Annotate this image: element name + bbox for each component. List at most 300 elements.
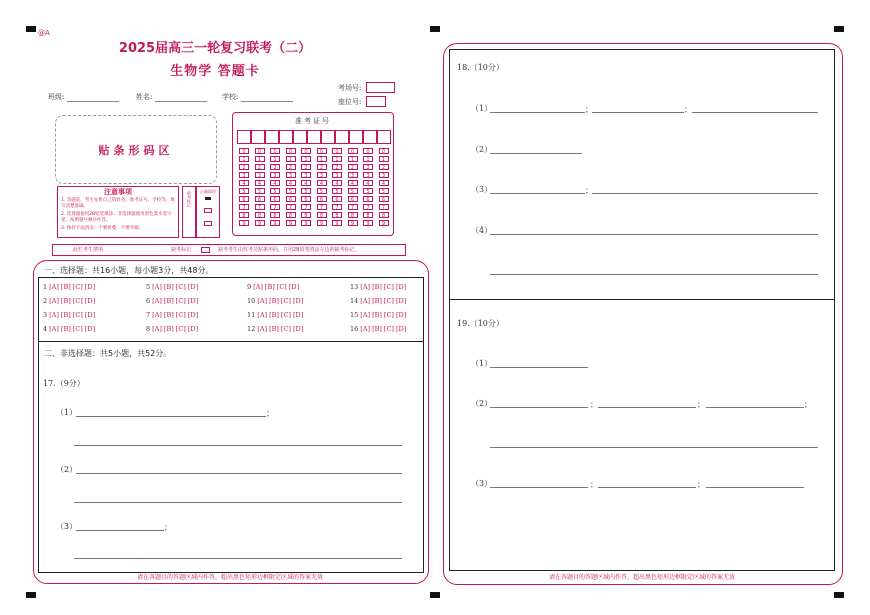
choice-option[interactable]: [B] [269,325,279,333]
barcode-area: 贴条形码区 [55,115,217,184]
choice-option[interactable]: [B] [372,283,382,291]
class-input[interactable] [67,93,119,102]
question-number: 12 [247,325,256,333]
question-number: 14 [350,297,359,305]
q19-sub1-label: （1） [471,359,493,368]
q18-answer-line[interactable] [490,274,818,275]
choice-option[interactable]: [D] [395,325,407,333]
notice-box [57,186,179,238]
choice-option[interactable]: [D] [84,283,96,291]
choice-option[interactable]: [C] [175,283,186,291]
class-label: 班级: [48,93,65,101]
notice-line: 2. 选择题使用2B铅笔填涂；非选择题使用黑色墨水签字笔，按照题号顺序作答。 [61,212,172,223]
separator: ； [697,400,705,409]
choice-option[interactable]: [A] [152,311,162,319]
page-subtitle: 生物学 答题卡 [170,64,260,79]
digit-bubble[interactable]: 4 [348,180,358,186]
choice-option[interactable]: [C] [72,325,83,333]
choice-question-12 [247,325,303,333]
digit-bubble[interactable]: 6 [363,196,373,202]
digit-row [239,212,394,220]
choice-option[interactable]: [B] [264,283,275,291]
digit-bubble[interactable]: 9 [332,220,342,226]
digit-bubble[interactable]: 3 [255,172,265,178]
q19-answer-line[interactable] [490,447,818,448]
notice-line: 1. 答题前，考生先将自己的姓名、准考证号、学校等，填写清楚准确。 [61,198,175,209]
digit-bubble[interactable]: 7 [317,204,327,210]
choice-option[interactable]: [B] [372,311,382,319]
choice-option[interactable]: [B] [60,283,71,291]
digit-bubble[interactable]: 9 [301,220,311,226]
digit-bubble[interactable]: 2 [301,164,311,170]
digit-bubble[interactable]: 7 [379,204,389,210]
digit-bubble[interactable]: 1 [379,156,389,162]
digit-bubble[interactable]: 7 [332,204,342,210]
digit-bubble[interactable]: 9 [239,220,249,226]
digit-bubble[interactable]: 4 [363,180,373,186]
admission-cell[interactable] [349,130,363,144]
q19-sub2-label: （2） [471,399,493,408]
digit-bubble[interactable]: 7 [301,204,311,210]
choice-option[interactable]: [A] [257,325,268,333]
choice-option[interactable]: [B] [60,311,71,319]
digit-bubble[interactable]: 9 [379,220,389,226]
q17-answer-line[interactable] [74,502,402,503]
q17-answer-line[interactable] [76,530,164,531]
digit-bubble[interactable]: 3 [317,172,327,178]
empty-bubble-icon [204,208,212,213]
admission-cell[interactable] [377,130,391,144]
question-number: 10 [247,297,256,305]
digit-bubble[interactable]: 3 [379,172,389,178]
seat-box[interactable] [366,96,386,107]
digit-bubble[interactable]: 0 [301,148,311,154]
q19-answer-line[interactable] [490,367,588,368]
digit-bubble[interactable]: 5 [332,188,342,194]
q19-answer-line[interactable] [598,487,696,488]
digit-bubble[interactable]: 1 [363,156,373,162]
digit-bubble[interactable]: 8 [348,212,358,218]
choice-question-3 [43,311,95,319]
admission-title: 准考证号 [295,117,331,125]
choice-option[interactable]: [C] [175,297,186,305]
digit-bubble[interactable]: 0 [379,148,389,154]
question-number: 8 [146,325,151,333]
admission-cell[interactable] [335,130,349,144]
registration-mark [430,26,440,32]
admission-cell[interactable] [237,130,251,144]
separator: ； [697,480,705,489]
choice-option[interactable]: [D] [292,325,304,333]
digit-bubble[interactable]: 6 [301,196,311,202]
digit-bubble[interactable]: 8 [379,212,389,218]
choice-question-9 [247,283,299,291]
admission-cell[interactable] [307,130,321,144]
strip-middle-label: 缺考标记 [171,247,192,253]
free-response-box [38,341,424,573]
strip-right-label: 缺考考生由监考员贴条形码，并用2B铅笔填涂左边的缺考标记。 [218,247,360,253]
choice-option[interactable]: [A] [257,311,268,319]
digit-bubble[interactable]: 7 [363,204,373,210]
question-19-label: 19.（10分） [457,319,504,328]
choice-option[interactable]: [C] [280,297,291,305]
digit-bubble[interactable]: 2 [317,164,327,170]
choice-question-11 [247,311,303,319]
question-number: 6 [146,297,151,305]
digit-bubble[interactable]: 0 [255,148,265,154]
choice-question-5 [146,283,198,291]
q19-answer-line[interactable] [490,407,588,408]
digit-bubble[interactable]: 2 [270,164,280,170]
digit-bubble[interactable]: 9 [286,220,296,226]
digit-bubble[interactable]: 0 [348,148,358,154]
digit-row [239,188,394,196]
digit-bubble[interactable]: 0 [270,148,280,154]
digit-bubble[interactable]: 3 [332,172,342,178]
choice-option[interactable]: [B] [163,283,174,291]
digit-bubble[interactable]: 2 [379,164,389,170]
school-label: 学校: [222,93,239,101]
digit-bubble[interactable]: 4 [379,180,389,186]
choice-option[interactable]: [D] [395,297,407,305]
digit-bubble[interactable]: 1 [317,156,327,162]
digit-row [239,180,394,188]
digit-bubble[interactable]: 9 [348,220,358,226]
digit-bubble[interactable]: 3 [270,172,280,178]
section1-title: 一、选择题：共16小题，每小题3分，共48分。 [44,266,214,275]
choice-option[interactable]: [C] [72,297,83,305]
q18-answer-line[interactable] [490,234,818,235]
section2-title: 二、非选择题：共5小题，共52分。 [44,349,172,358]
q17-answer-line[interactable] [76,473,402,474]
school-input[interactable] [241,93,293,102]
choice-option[interactable]: [A] [49,325,59,333]
digit-bubble[interactable]: 1 [332,156,342,162]
digit-bubble[interactable]: 1 [348,156,358,162]
separator: ； [590,480,598,489]
digit-bubble[interactable]: 4 [317,180,327,186]
digit-bubble[interactable]: 6 [286,196,296,202]
digit-bubble[interactable]: 5 [239,188,249,194]
q18-box [449,49,835,300]
choice-option[interactable]: [C] [280,325,291,333]
digit-bubble[interactable]: 9 [255,220,265,226]
digit-bubble[interactable]: 5 [363,188,373,194]
q17-answer-line[interactable] [74,558,402,559]
digit-bubble[interactable]: 1 [286,156,296,162]
digit-bubble[interactable]: 1 [255,156,265,162]
q17-sub2-label: （2） [56,465,78,474]
choice-option[interactable]: [B] [163,325,174,333]
choice-option[interactable]: [C] [175,311,186,319]
digit-bubble[interactable]: 6 [317,196,327,202]
digit-bubble[interactable]: 1 [301,156,311,162]
notice-line: 3. 保持卡面清洁，不要折叠，不要弄破。 [61,226,144,231]
choice-option[interactable]: [D] [84,325,96,333]
digit-bubble[interactable]: 8 [301,212,311,218]
separator: ； [266,409,274,418]
choice-option[interactable]: [B] [163,297,174,305]
digit-bubble[interactable]: 5 [255,188,265,194]
choice-question-1 [43,283,95,291]
admission-cell[interactable] [251,130,265,144]
admission-cells [237,130,391,144]
q18-answer-line[interactable] [692,112,818,113]
choice-option[interactable]: [D] [187,311,199,319]
digit-bubble[interactable]: 6 [255,196,265,202]
question-number: 7 [146,311,151,319]
name-label: 姓名: [136,93,153,101]
digit-bubble[interactable]: 2 [363,164,373,170]
digit-bubble[interactable]: 3 [286,172,296,178]
digit-bubble[interactable]: 1 [239,156,249,162]
exam-room-box[interactable] [366,82,395,93]
choice-option[interactable]: [A] [253,283,263,291]
question-number: 4 [43,325,48,333]
q18-answer-line[interactable] [592,112,684,113]
choice-option[interactable]: [B] [269,297,279,305]
choice-option[interactable]: [A] [49,297,59,305]
separator: ； [585,105,593,114]
choice-option[interactable]: [A] [152,325,162,333]
choice-option[interactable]: [B] [60,325,71,333]
choice-option[interactable]: [A] [152,297,162,305]
digit-bubble[interactable]: 5 [379,188,389,194]
admission-cell[interactable] [293,130,307,144]
separator: ； [164,523,172,532]
left-footer-note: 请在各题目的答题区域内作答，超出黑色矩形边框限定区域的答案无效 [136,574,323,581]
seat-label: 座位号: [338,98,362,106]
choice-option[interactable]: [B] [372,297,382,305]
digit-bubble[interactable]: 9 [270,220,280,226]
admission-cell[interactable] [363,130,377,144]
choice-question-8 [146,325,198,333]
choice-option[interactable]: [D] [292,297,304,305]
digit-bubble[interactable]: 5 [286,188,296,194]
absent-bubble[interactable] [201,247,210,253]
digit-bubble[interactable]: 8 [270,212,280,218]
digit-bubble[interactable]: 4 [301,180,311,186]
choice-option[interactable]: [C] [383,311,394,319]
registration-mark [26,592,36,598]
choice-option[interactable]: [C] [383,283,394,291]
question-number: 13 [350,283,359,291]
digit-bubble[interactable]: 4 [332,180,342,186]
separator: ； [590,400,598,409]
digit-bubble[interactable]: 2 [332,164,342,170]
admission-cell[interactable] [321,130,335,144]
digit-bubble[interactable]: 4 [239,180,249,186]
name-input[interactable] [155,93,207,102]
q18-answer-line[interactable] [490,153,582,154]
digit-bubble[interactable]: 0 [239,148,249,154]
notice-side-column [182,186,196,238]
choice-option[interactable]: [C] [276,283,287,291]
q17-answer-line[interactable] [74,445,402,446]
choice-option[interactable]: [C] [280,311,291,319]
question-number: 2 [43,297,48,305]
fill-example-label: 正确填涂 [200,189,216,194]
digit-bubble[interactable]: 7 [239,204,249,210]
separator: ； [684,105,692,114]
digit-bubble[interactable]: 8 [255,212,265,218]
separator: ； [585,186,593,195]
digit-row [239,204,394,212]
q18-answer-line[interactable] [490,112,585,113]
digit-bubble[interactable]: 3 [239,172,249,178]
right-footer-note: 请在各题目的答题区域内作答，超出黑色矩形边框限定区域的答案无效 [548,574,735,581]
question-number: 9 [247,283,252,291]
digit-bubble[interactable]: 5 [270,188,280,194]
choice-question-14 [350,297,406,305]
choice-option[interactable]: [C] [383,297,394,305]
q17-sub3-label: （3） [56,522,78,531]
question-number: 5 [146,283,151,291]
digit-bubble[interactable]: 7 [348,204,358,210]
choice-option[interactable]: [A] [152,283,162,291]
choice-option[interactable]: [B] [163,311,174,319]
digit-bubble[interactable]: 4 [255,180,265,186]
digit-bubble[interactable]: 5 [301,188,311,194]
page-title: 2025届高三一轮复习联考（二） [118,41,312,56]
choice-option[interactable]: [A] [257,297,268,305]
q19-box [449,299,835,571]
choice-option[interactable]: [D] [187,283,199,291]
choice-option[interactable]: [D] [187,325,199,333]
choice-option[interactable]: [C] [72,311,83,319]
choice-option[interactable]: [A] [360,283,371,291]
choice-option[interactable]: [D] [395,283,407,291]
registration-mark [834,592,844,598]
digit-bubble[interactable]: 3 [363,172,373,178]
question-18-label: 18.（10分） [457,63,504,72]
absent-strip [52,244,406,256]
admission-number-grid[interactable] [232,112,394,236]
choice-question-2 [43,297,95,305]
digit-bubble[interactable]: 3 [301,172,311,178]
filled-bubble-icon [205,197,211,200]
choice-option[interactable]: [A] [49,311,59,319]
registration-mark [26,26,36,32]
question-number: 16 [350,325,359,333]
choice-option[interactable]: [C] [383,325,394,333]
digit-bubble[interactable]: 6 [379,196,389,202]
digit-bubble-grid [239,148,394,228]
choice-option[interactable]: [D] [187,297,199,305]
digit-bubble[interactable]: 6 [270,196,280,202]
digit-bubble[interactable]: 2 [286,164,296,170]
question-number: 15 [350,311,359,319]
name-field [136,92,207,102]
digit-bubble[interactable]: 0 [363,148,373,154]
choice-option[interactable]: [B] [269,311,279,319]
admission-cell[interactable] [279,130,293,144]
digit-bubble[interactable]: 8 [363,212,373,218]
q19-answer-line[interactable] [598,407,696,408]
choice-option[interactable]: [B] [372,325,382,333]
choice-option[interactable]: [D] [84,297,96,305]
digit-bubble[interactable]: 7 [255,204,265,210]
choice-option[interactable]: [D] [395,311,407,319]
choice-question-13 [350,283,406,291]
exam-room-label: 考场号: [338,84,362,92]
digit-bubble[interactable]: 2 [255,164,265,170]
digit-bubble[interactable]: 8 [286,212,296,218]
q17-answer-line[interactable] [76,416,266,417]
separator: ； [804,400,812,409]
q19-sub3-label: （3） [471,479,493,488]
fill-example-column [196,186,220,238]
digit-bubble[interactable]: 5 [348,188,358,194]
digit-bubble[interactable]: 9 [363,220,373,226]
choice-option[interactable]: [C] [175,325,186,333]
admission-cell[interactable] [265,130,279,144]
digit-bubble[interactable]: 7 [286,204,296,210]
registration-mark [834,26,844,32]
digit-bubble[interactable]: 6 [332,196,342,202]
digit-bubble[interactable]: 4 [286,180,296,186]
question-number: 1 [43,283,48,291]
choice-option[interactable]: [D] [292,311,304,319]
digit-bubble[interactable]: 0 [332,148,342,154]
choice-option[interactable]: [A] [360,311,371,319]
choice-option[interactable]: [D] [84,311,96,319]
digit-bubble[interactable]: 3 [348,172,358,178]
choice-option[interactable]: [A] [49,283,59,291]
choice-option[interactable]: [C] [72,283,83,291]
choice-question-10 [247,297,303,305]
class-field [48,92,119,102]
school-field [222,92,293,102]
q18-answer-line[interactable] [592,193,818,194]
notice-title: 注意事项 [104,188,132,196]
q18-sub3-label: （3） [471,185,493,194]
q18-answer-line[interactable] [490,193,585,194]
q19-answer-line[interactable] [490,487,588,488]
digit-row [239,156,394,164]
digit-bubble[interactable]: 8 [317,212,327,218]
q17-sub1-label: （1） [56,408,78,417]
digit-bubble[interactable]: 6 [239,196,249,202]
choice-option[interactable]: [A] [360,297,371,305]
digit-bubble[interactable]: 0 [317,148,327,154]
digit-row [239,172,394,180]
choice-option[interactable]: [D] [288,283,300,291]
q18-sub1-label: （1） [471,104,493,113]
notice-side-label: 缺考标记 [187,191,192,207]
digit-bubble[interactable]: 2 [348,164,358,170]
digit-bubble[interactable]: 6 [348,196,358,202]
choice-option[interactable]: [A] [360,325,371,333]
digit-bubble[interactable]: 7 [270,204,280,210]
q19-answer-line[interactable] [706,407,804,408]
digit-bubble[interactable]: 5 [317,188,327,194]
q19-answer-line[interactable] [706,487,804,488]
digit-bubble[interactable]: 9 [317,220,327,226]
digit-row [239,196,394,204]
digit-bubble[interactable]: 1 [270,156,280,162]
choice-option[interactable]: [B] [60,297,71,305]
digit-bubble[interactable]: 8 [332,212,342,218]
corner-code: @A [38,29,50,37]
digit-bubble[interactable]: 8 [239,212,249,218]
choice-question-4 [43,325,95,333]
digit-bubble[interactable]: 0 [286,148,296,154]
digit-bubble[interactable]: 4 [270,180,280,186]
q18-sub2-label: （2） [471,145,493,154]
choice-question-7 [146,311,198,319]
digit-bubble[interactable]: 2 [239,164,249,170]
